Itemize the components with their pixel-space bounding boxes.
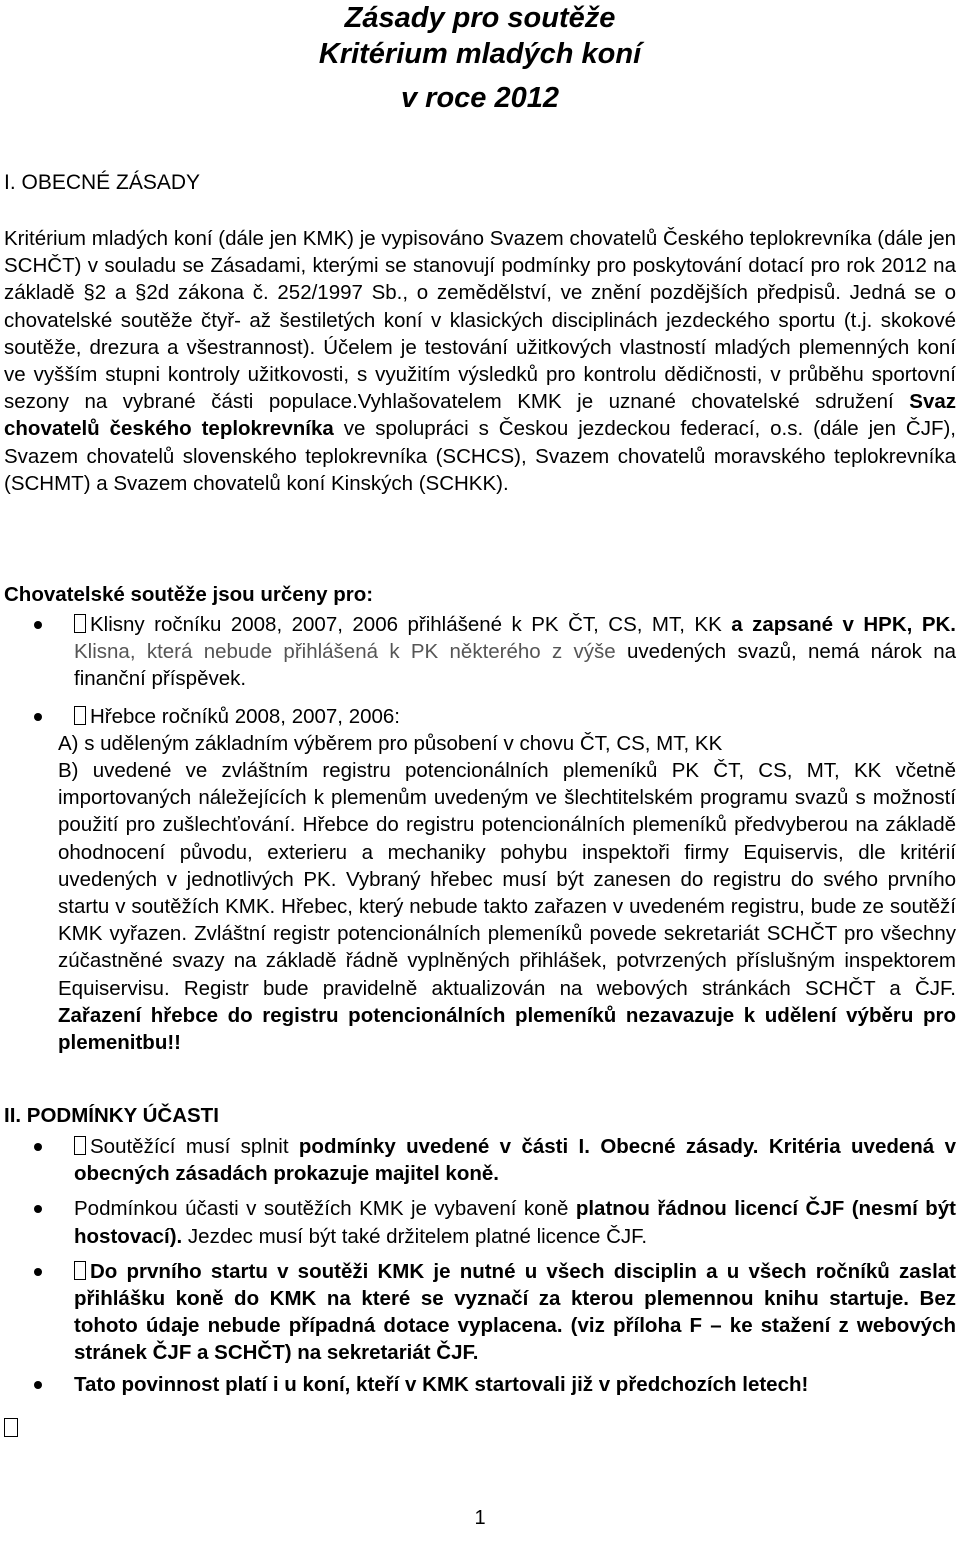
bullet-icon xyxy=(34,1143,42,1151)
title-line-3: v roce 2012 xyxy=(400,82,559,114)
missing-glyph-icon xyxy=(74,614,86,633)
mares-text-end: uvedených svazů, nemá nárok na finanční příspěvek. xyxy=(74,640,956,691)
document-title xyxy=(0,0,960,114)
section-1-paragraph xyxy=(4,225,956,497)
conditions-list xyxy=(0,1133,960,1398)
bullet-icon xyxy=(34,1205,42,1213)
missing-glyph-icon xyxy=(74,706,86,725)
obligation-bold-text: Tato povinnost platí i u koní, kteří v KMK startovali již v předchozích letech! xyxy=(74,1372,809,1396)
bullet-icon xyxy=(34,1268,42,1276)
missing-glyph-icon xyxy=(74,1136,86,1155)
licence-text: Podmínkou účasti v soutěžích KMK je vybavení koně xyxy=(74,1197,576,1221)
application-bold-text: Do prvního startu v soutěži KMK je nutné u všech disciplin a u všech ročníků zaslat přihlášku koně do KMK na které se vyznačí za kterou plemennou knihu startuje. Bez tohoto údaje nebude případná dotace vyplacena. (viz příloha F – ke stažení z webových stránek ČJF a SCHČT) na sekretariát ČJF. xyxy=(74,1259,956,1365)
licence-bold-text: platnou řádnou licencí ČJF (nesmí být hostovací). xyxy=(74,1197,957,1248)
mares-bold-text: a zapsané v HPK, PK. xyxy=(731,613,956,636)
page-number: 1 xyxy=(474,1507,486,1529)
para-text-a: Kritérium mladých koní (dále jen KMK) je vypisováno Svazem chovatelů Českého teplokrevníka (dále jen SCHČT) v souladu se Zásadami, kterými se stanovují podmínky pro poskytování dotací pro rok 2012 na základě §2 a §2d zákona č. 252/1997 Sb., o zemědělství, ve znění pozdějších předpisů. Jedná se o chovatelské soutěže čtyř- až šestiletých koní v klasických disciplinách jezdeckého sportu (t.j. skokové soutěže, drezura a všestrannost). Účelem je testování užitkových vlastností mladých plemenných koní ve vyšším stupni kontroly užitkovosti, s využitím výsledků pro kontrolu dědičnosti, v průběhu sportovní sezony na vybrané části populace.Vyhlašovatelem KMK je uznané chovatelské sdružení xyxy=(4,227,956,414)
licence-text-end: Jezdec musí být také držitelem platné licence ČJF. xyxy=(182,1224,648,1248)
option-b-text: B) uvedené ve zvláštním registru potencionálních plemeníků PK ČT, CS, MT, KK včetně importovaných náležejících k plemenům uvedeným ve šlechtitelském programu svazů s možností použití pro zušlechťování. Hřebce do registru potencionálních plemeníků předvyberou na základě ohodnocení původu, exterieru a mechaniky pohybu inspektoři firmy Equiservis, dle kritérií uvedených v jednotlivých PK. Vybraný hřebec musí být zanesen do registru do svého prvního startu v soutěžích KMK. Hřebec, který nebude takto zařazen v uvedeném registru, bude ze soutěží KMK vyřazen. Zvláštní registr potencionálních plemeníků povede sekretariát SCHČT pro všechny zúčastněné svazy na základě řádně vyplněných přihlášek, potvrzených příslušným inspektorem Equiservisu. Registr bude pravidelně aktualizován na webových stránkách SCHČT a ČJF. xyxy=(58,759,956,1000)
bullet-icon xyxy=(34,621,42,629)
eligibility-list xyxy=(0,611,960,1056)
mares-text: Klisny ročníku 2008, 2007, 2006 přihlášené k PK ČT, CS, MT, KK xyxy=(90,613,732,636)
list-item-stallions xyxy=(0,703,960,730)
para-bold-organisation: Svaz chovatelů českého teplokrevníka xyxy=(4,390,956,441)
eligibility-heading: Chovatelské soutěže jsou určeny pro: xyxy=(4,583,374,606)
option-b-bold-text: Zařazení hřebce do registru potencionálních plemeníků nezavazuje k udělení výběru pro plemenitbu!! xyxy=(58,1003,956,1055)
title-line-1: Zásady pro soutěže xyxy=(344,2,616,34)
list-item-application xyxy=(0,1258,960,1367)
list-item-licence xyxy=(0,1195,960,1249)
missing-glyph-icon xyxy=(74,1261,86,1280)
bullet-icon xyxy=(34,713,42,721)
stallions-option-b xyxy=(0,757,960,1056)
mares-grey-text: Klisna, která nebude přihlášená k PK některého z výše xyxy=(74,640,628,664)
stallions-option-a: A) s uděleným základním výběrem pro působení v chovu ČT, CS, MT, KK xyxy=(58,731,723,755)
section-1-heading: I. OBECNÉ ZÁSADY xyxy=(4,171,201,194)
para-text-b: ve spolupráci s Českou jezdeckou federací, o.s. (dále jen ČJF), Svazem chovatelů slovenského teplokrevníka (SCHCS), Svazem chovatelů moravského teplokrevníka (SCHMT) a Svazem chovatelů koní Kinských (SCHKK). xyxy=(4,417,956,495)
missing-glyph-icon xyxy=(4,1418,18,1437)
stallions-text: Hřebce ročníků 2008, 2007, 2006: xyxy=(90,704,400,728)
list-item-mares xyxy=(0,611,960,693)
conditions-text: Soutěžící musí splnit xyxy=(90,1135,299,1158)
list-item-obligation xyxy=(0,1371,960,1398)
list-item-conditions xyxy=(0,1133,960,1187)
conditions-bold-text: podmínky uvedené v části I. Obecné zásady. Kritéria uvedená v obecných zásadách prokazuje majitel koně. xyxy=(74,1135,956,1186)
title-line-2: Kritérium mladých koní xyxy=(318,38,642,70)
bullet-icon xyxy=(34,1381,42,1389)
section-2-heading: II. PODMÍNKY ÚČASTI xyxy=(4,1104,219,1127)
